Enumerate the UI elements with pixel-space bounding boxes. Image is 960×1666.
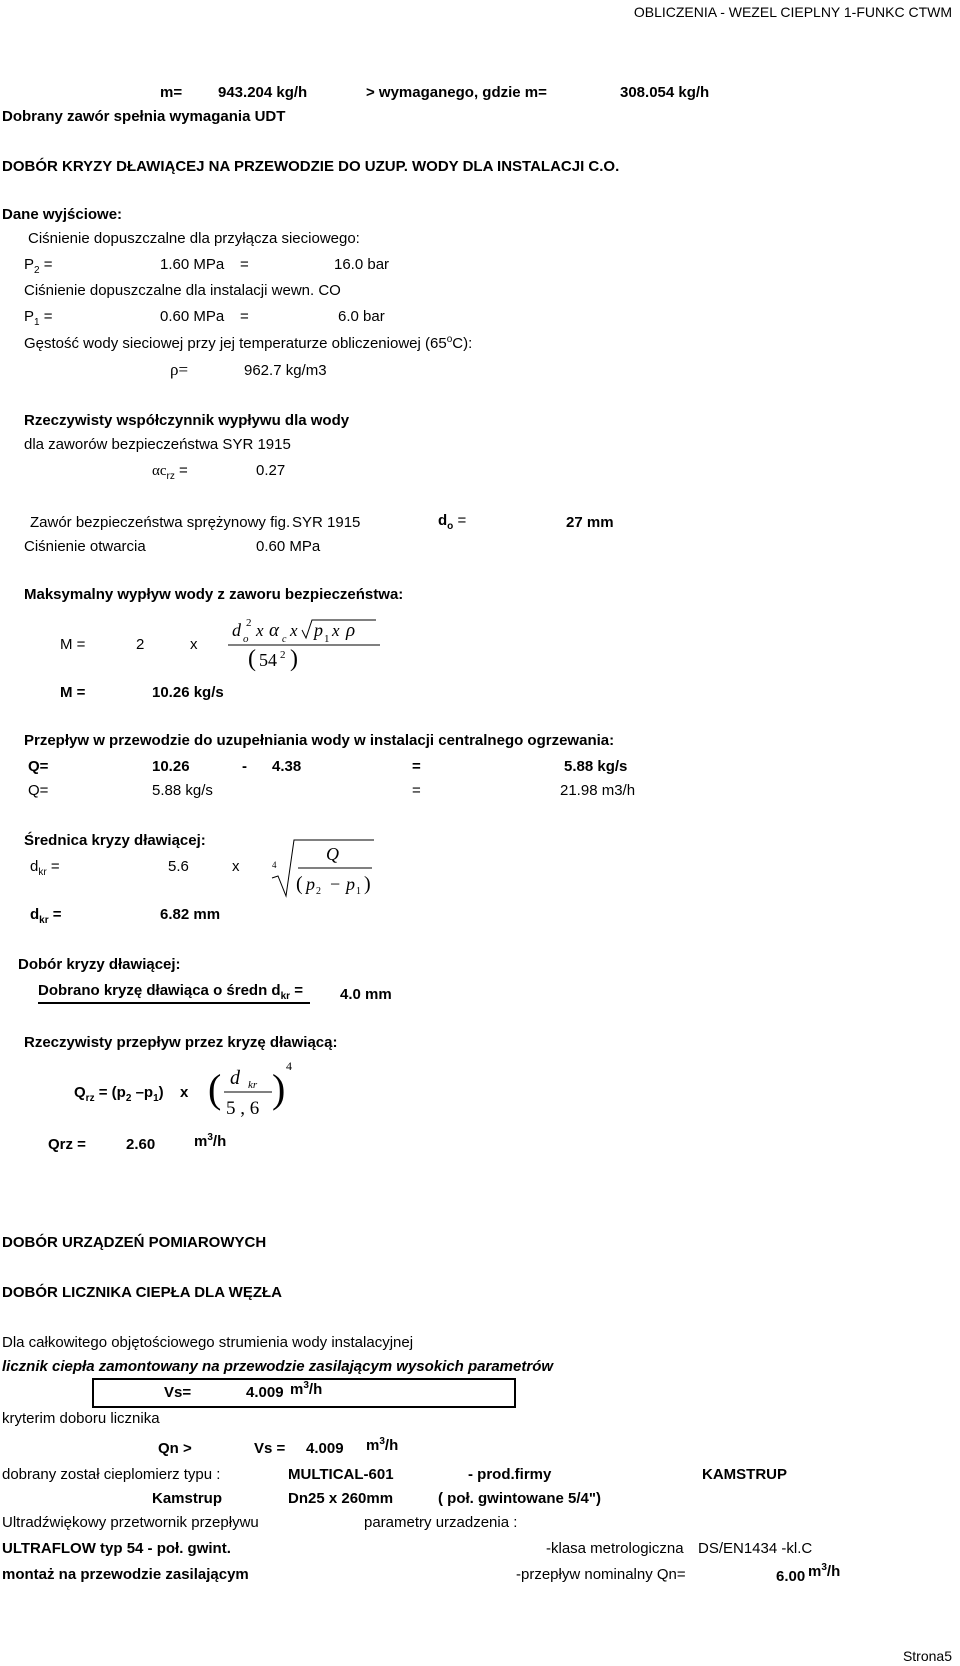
- dkr-formula: [268, 834, 378, 900]
- nominal-value: 6.00: [776, 1568, 806, 1585]
- dn-size: Dn25 x 260mm: [288, 1490, 394, 1507]
- qrz-res: 2.60: [126, 1136, 156, 1153]
- Q2-eq: =: [412, 782, 421, 799]
- section-title: DOBÓR KRYZY DŁAWIĄCEJ NA PRZEWODZIE DO UZUP. WODY DLA INSTALACJI C.O.: [2, 158, 620, 175]
- gt-text: > wymaganego, gdzie m=: [366, 84, 547, 101]
- svg-text:o: o: [243, 633, 249, 645]
- class-label: -klasa metrologiczna: [546, 1540, 684, 1557]
- kamstrup-line: Kamstrup: [152, 1490, 223, 1507]
- dkr-title: Średnica kryzy dławiącej:: [24, 832, 206, 849]
- choose-text: Dobrano kryzę dławiąca o średn $d_{kr}$ =: [38, 982, 303, 1002]
- svg-text:2: 2: [280, 649, 286, 661]
- M-two: 2: [136, 636, 145, 653]
- rho-desc: Gęstość wody sieciowej przy jej temperaturze obliczeniowej (65$^o$C):: [24, 334, 473, 352]
- vs2-unit: $m^3/h$: [366, 1436, 399, 1454]
- meters-title: DOBÓR URZĄDZEŃ POMIAROWYCH: [2, 1234, 267, 1251]
- svg-text:4: 4: [286, 1059, 292, 1073]
- alpha-label: $\alpha c_{rz}$ =: [152, 462, 188, 482]
- do-label: $d_o$ =: [438, 512, 467, 532]
- max-title: Maksymalny wypływ wody z zaworu bezpieczeństwa:: [24, 586, 404, 603]
- M-result-label: M =: [60, 684, 86, 701]
- Q2-res: 21.98 m3/h: [560, 782, 636, 799]
- qrz-unit: $m^3/h$: [194, 1132, 227, 1150]
- real-title: Rzeczywisty przepływ przez kryzę dławiącą:: [24, 1034, 338, 1051]
- svg-text:p: p: [314, 620, 323, 640]
- meter-type: MULTICAL-601: [288, 1466, 394, 1483]
- svg-text:d: d: [232, 620, 241, 640]
- svg-text:p: p: [346, 874, 355, 894]
- vs-label: Vs=: [164, 1384, 192, 1401]
- M-label: M =: [60, 636, 86, 653]
- vs-unit: $m^3/h$: [290, 1380, 323, 1398]
- flow-title: Przepływ w przewodzie do uzupełniania wody w instalacji centralnego ogrzewania:: [24, 732, 615, 749]
- Q-res: 5.88 kg/s: [564, 758, 628, 775]
- p1-eq: =: [240, 308, 249, 325]
- svg-text:ρ: ρ: [346, 620, 356, 641]
- open-desc: Ciśnienie otwarcia: [24, 538, 146, 555]
- svg-text:5 , 6: 5 , 6: [226, 1098, 260, 1118]
- p2-label: $P_2$ =: [24, 256, 53, 276]
- params-label: parametry urzadzenia :: [364, 1514, 518, 1531]
- ultra-type: ULTRAFLOW typ 54 - poł. gwint.: [2, 1540, 231, 1557]
- svg-text:1: 1: [356, 886, 361, 897]
- svg-text:Q: Q: [326, 844, 339, 864]
- qn-label: Qn >: [158, 1440, 192, 1457]
- mount: montaż na przewodzie zasilającym: [2, 1566, 249, 1583]
- coef-desc: dla zaworów bezpieczeństwa SYR 1915: [24, 436, 291, 453]
- svg-text:x: x: [290, 621, 298, 640]
- dkr-result: 6.82 mm: [160, 906, 221, 923]
- criterion: kryterim doboru licznika: [2, 1410, 160, 1427]
- svg-text:): ): [290, 646, 298, 672]
- dkr-result-label: $d_{kr}$ =: [30, 906, 62, 926]
- ok-text: Dobrany zawór spełnia wymagania UDT: [2, 108, 286, 125]
- svg-text:(: (: [296, 873, 303, 895]
- page-footer: Strona5: [902, 1648, 952, 1664]
- dkr-x: x: [232, 858, 240, 875]
- svg-text:(: (: [248, 646, 256, 672]
- svg-text:1: 1: [324, 633, 330, 645]
- choose-value: 4.0 mm: [340, 986, 392, 1003]
- svg-text:p: p: [306, 874, 315, 894]
- rho-value: 962.7 kg/m3: [244, 362, 327, 379]
- svg-text:): ): [364, 873, 371, 895]
- ultra-desc: Ultradźwiękowy przetwornik przepływu: [2, 1514, 259, 1531]
- choose-title: Dobór kryzy dławiącej:: [18, 956, 181, 973]
- flow-formula: [228, 614, 384, 676]
- vs-value: 4.009: [246, 1384, 284, 1401]
- svg-text:kr: kr: [248, 1079, 258, 1091]
- dkr-label: $d_{kr}$ =: [30, 858, 60, 878]
- svg-text:(: (: [208, 1066, 222, 1111]
- svg-text:c: c: [282, 634, 287, 645]
- m-label: m=: [160, 84, 183, 101]
- page-header: OBLICZENIA - WEZEL CIEPLNY 1-FUNKC CTWM: [633, 4, 952, 20]
- p1-label: $P_1$ =: [24, 308, 53, 328]
- vs2-label: Vs =: [254, 1440, 286, 1457]
- qrz-label: $Q_{rz} = (p_2$ $-p_1$): [74, 1084, 164, 1104]
- coef-title: Rzeczywisty współczynnik wypływu dla wody: [24, 412, 350, 429]
- M-result: 10.26 kg/s: [152, 684, 224, 701]
- Q2-label: Q=: [28, 782, 49, 799]
- Q-minus: -: [242, 758, 247, 775]
- svg-text:x: x: [256, 621, 264, 640]
- qrz-x: x: [180, 1084, 189, 1101]
- vs2-value: 4.009: [306, 1440, 344, 1457]
- p1-desc: Ciśnienie dopuszczalne dla instalacji wewn. CO: [24, 282, 341, 299]
- svg-text:−: −: [330, 874, 341, 894]
- svg-text:d: d: [230, 1067, 240, 1089]
- p2-eq: =: [240, 256, 249, 273]
- p2-mpa: 1.60 MPa: [160, 256, 225, 273]
- m-required: 308.054 kg/h: [620, 84, 710, 101]
- Q2-a: 5.88 kg/s: [152, 782, 213, 799]
- dane-heading: Dane wyjściowe:: [2, 206, 123, 223]
- choose-underline: [38, 1002, 310, 1004]
- thread-type: ( poł. gwintowane 5/4"): [438, 1490, 601, 1507]
- producer-label: - prod.firmy: [468, 1466, 552, 1483]
- Q-label: Q=: [28, 758, 49, 775]
- svg-text:4: 4: [272, 860, 277, 870]
- heat-meter-title: DOBÓR LICZNIKA CIEPŁA DLA WĘZŁA: [2, 1284, 282, 1301]
- M-x: x: [190, 636, 198, 653]
- svg-text:): ): [272, 1066, 286, 1111]
- Q-a: 10.26: [152, 758, 190, 775]
- class-value: DS/EN1434 -kl.C: [698, 1540, 813, 1557]
- valve-type: SYR 1915: [292, 514, 361, 531]
- p1-bar: 6.0 bar: [338, 308, 385, 325]
- svg-text:2: 2: [246, 617, 252, 629]
- qrz-res-label: Qrz =: [48, 1136, 86, 1153]
- do-value: 27 mm: [566, 514, 614, 531]
- alpha-value: 0.27: [256, 462, 286, 479]
- svg-text:2: 2: [316, 886, 321, 897]
- meter-type-desc: dobrany został cieplomierz typu :: [2, 1466, 221, 1483]
- meter-desc1: Dla całkowitego objętościowego strumienia wody instalacyjnej: [2, 1334, 414, 1351]
- open-value: 0.60 MPa: [256, 538, 321, 555]
- nominal-unit: $m^3/h$: [808, 1562, 841, 1580]
- Q-eq: =: [412, 758, 421, 775]
- p2-bar: 16.0 bar: [334, 256, 390, 273]
- svg-text:α: α: [269, 620, 279, 641]
- qrz-formula: [206, 1058, 296, 1118]
- Q-b: 4.38: [272, 758, 302, 775]
- p2-desc: Ciśnienie dopuszczalne dla przyłącza sieciowego:: [28, 230, 360, 247]
- meter-desc2: licznik ciepła zamontowany na przewodzie zasilającym wysokich parametrów: [2, 1358, 554, 1375]
- svg-text:54: 54: [259, 650, 277, 670]
- p1-mpa: 0.60 MPa: [160, 308, 225, 325]
- valve-desc: Zawór bezpieczeństwa sprężynowy fig.: [30, 514, 291, 531]
- dkr-coef: 5.6: [168, 858, 189, 875]
- svg-text:x: x: [332, 621, 340, 640]
- m-value: 943.204 kg/h: [218, 84, 308, 101]
- nominal-label: -przepływ nominalny Qn=: [516, 1566, 686, 1583]
- producer: KAMSTRUP: [702, 1466, 787, 1483]
- rho-label: ρ=: [170, 360, 189, 379]
